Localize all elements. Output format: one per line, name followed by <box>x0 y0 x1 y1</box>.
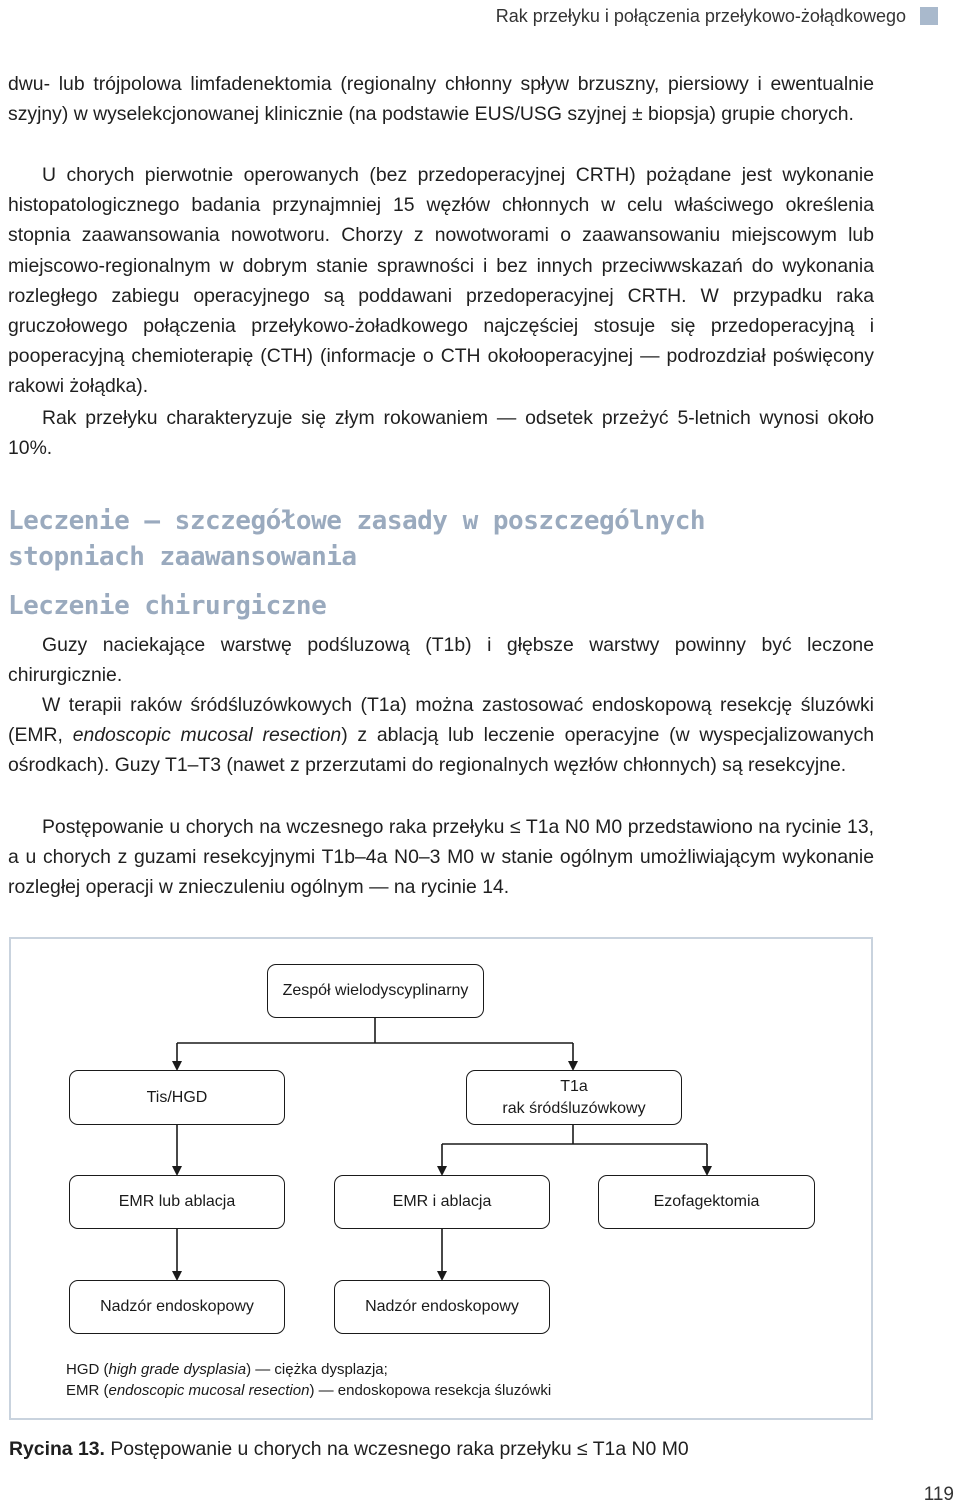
legend-line-1 <box>66 1360 388 1380</box>
section-text-2a: W terapii raków śródśluzówkowych (T1a) można zastosować endoskopową resekcję śluzówki (EMR, <box>8 694 874 747</box>
section-text-3: Postępowanie u chorych na wczesnego raka przełyku ≤ T1a N0 M0 przedstawiono na rycinie 13, a u chorych z guzami resekcyjnymi T1b–4a N0–3 M0 w stanie ogólnym umożliwiającym wykonanie rozległej operacji w znieczuleniu ogólnym — na rycinie 14. <box>8 816 874 899</box>
page-number: 119 <box>923 1484 954 1505</box>
node-nadzor-2 <box>334 1280 550 1334</box>
section-heading <box>8 503 868 575</box>
node-emr-lub-ablacja <box>69 1175 285 1229</box>
section-heading-line-1: Leczenie — szczegółowe zasady w poszczególnych <box>8 506 706 536</box>
section-text-2 <box>8 690 874 781</box>
subsection-heading: Leczenie chirurgiczne <box>8 591 327 621</box>
flowchart-figure <box>9 937 873 1420</box>
running-title: Rak przełyku i połączenia przełykowo-żołądkowego <box>495 5 906 26</box>
intro-text-1: dwu- lub trójpolowa limfadenektomia (regionalny chłonny spływ brzuszny, piersiowy i ewentualnie szyjny) w wyselekcjonowanej klinicznie (na podstawie EUS/USG szyjnej ± biopsja) grupie chorych. <box>8 73 874 126</box>
node-ezofagektomia <box>598 1175 815 1229</box>
running-header <box>496 4 938 28</box>
caption-text: Postępowanie u chorych na wczesnego raka przełyku ≤ T1a N0 M0 <box>104 1438 689 1460</box>
header-square-icon <box>920 7 938 25</box>
legend-2-italic: endoscopic mucosal resection <box>108 1382 310 1399</box>
intro-text-2: U chorych pierwotnie operowanych (bez przedoperacyjnej CRTH) pożądane jest wykonanie histopatologicznego badania przynajmniej 15 węzłów chłonnych w celu właściwego określenia stopnia zaawansowania nowotworu. Chorzy z nowotworami o zaawansowaniu miejscowym lub miejscowo-regionalnym w dobrym stanie sprawności i bez innych przeciwwskazań do wykonania rozległego zabiegu operacyjnego są poddawani przedoperacyjnej CRTH. W przypadku raka gruczołowego połączenia przełykowo-żoładkowego najczęściej stosuje się przedoperacyjną i pooperacyjną chemioterapię (CTH) (informacje o CTH okołooperacyjnej — podrozdział poświęcony rakowi żołądka). <box>8 164 874 398</box>
node-emr-i-ablacja <box>334 1175 550 1229</box>
legend-2-term: EMR ( <box>66 1382 109 1399</box>
node-t1a-label-1: T1a <box>560 1077 588 1095</box>
caption-label: Rycina 13. <box>9 1438 105 1460</box>
section-heading-line-2: stopniach zaawansowania <box>8 542 357 572</box>
node-nadzor-1 <box>69 1280 285 1334</box>
section-paragraph-3 <box>8 812 874 903</box>
section-paragraph-2 <box>8 690 874 781</box>
section-text-1: Guzy naciekające warstwę podśluzową (T1b) i głębsze warstwy powinny być leczone chirurgicznie. <box>8 634 874 687</box>
node-emr-lub-ablacja-label: EMR lub ablacja <box>118 1193 236 1210</box>
legend-2-rest: ) — endoskopowa resekcja śluzówki <box>309 1382 552 1399</box>
section-paragraph-1 <box>8 630 874 690</box>
node-emr-i-ablacja-label: EMR i ablacja <box>392 1193 492 1210</box>
intro-paragraph-1 <box>8 69 874 129</box>
figure-caption <box>9 1434 689 1464</box>
node-ezofagektomia-label: Ezofagektomia <box>653 1193 760 1210</box>
node-t1a <box>466 1070 682 1125</box>
legend-1-rest: ) — ciężka dysplazja; <box>246 1361 388 1378</box>
node-zespol-label: Zespół wielodyscyplinarny <box>282 982 469 999</box>
node-nadzor-2-label: Nadzór endoskopowy <box>365 1298 519 1315</box>
node-nadzor-1-label: Nadzór endoskopowy <box>100 1298 254 1315</box>
intro-text-3: Rak przełyku charakteryzuje się złym rokowaniem — odsetek przeżyć 5-letnich wynosi około 10%. <box>8 407 874 460</box>
legend-1-italic: high grade dysplasia <box>108 1361 247 1378</box>
node-t1a-label-2: rak śródśluzówkowy <box>502 1099 646 1117</box>
legend-1-term: HGD ( <box>66 1361 109 1378</box>
intro-paragraph-2 <box>8 160 874 402</box>
node-tis-hgd-label: Tis/HGD <box>146 1088 208 1106</box>
legend-line-2 <box>66 1381 551 1401</box>
section-text-2-italic: endoscopic mucosal resection <box>72 724 342 747</box>
section-text-2b: ) z ablacją lub leczenie operacyjne (w wyspecjalizowanych ośrodkach). Guzy T1–T3 (nawet z przerzutami do regionalnych węzłów chłonnych) są resekcyjne. <box>8 724 874 777</box>
node-tis-hgd <box>69 1070 285 1125</box>
node-zespol <box>267 964 484 1018</box>
intro-paragraph-3 <box>8 403 874 463</box>
